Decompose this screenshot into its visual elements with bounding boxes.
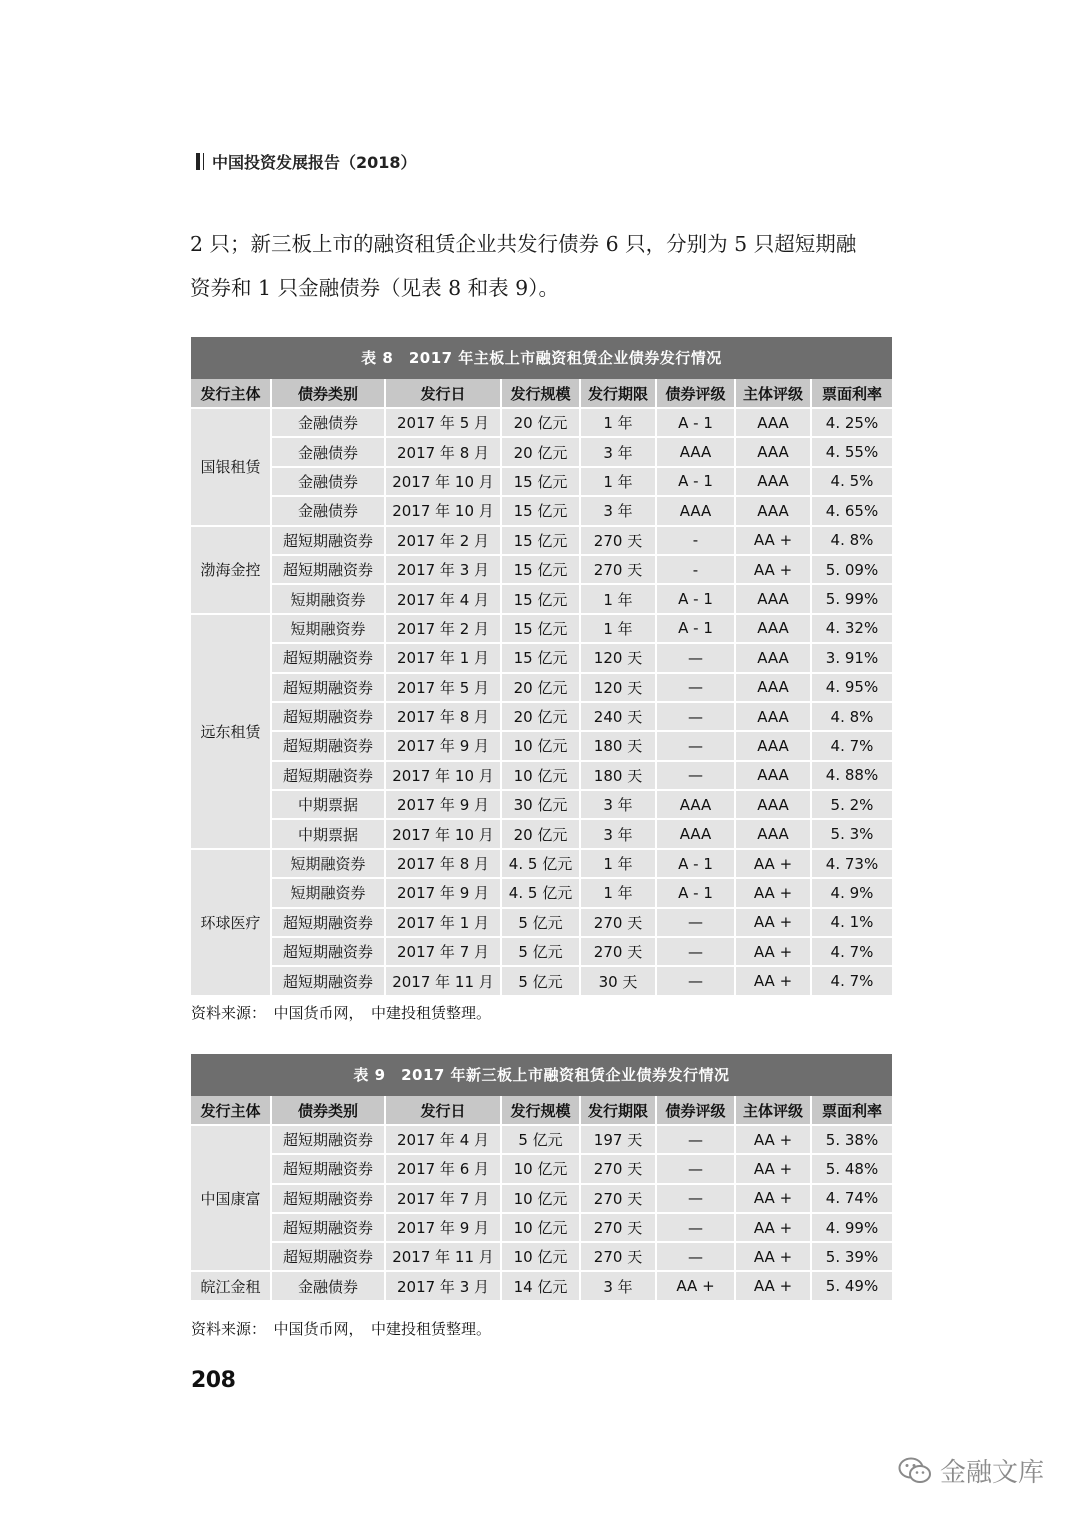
table-row (191, 497, 892, 526)
table-cell: 270 天 (581, 1155, 657, 1184)
table-cell: 5. 09% (812, 556, 892, 585)
issuer-cell: 中国康富 (191, 1126, 272, 1272)
table-cell: 2017 年 10 月 (386, 497, 502, 526)
issuer-cell: 远东租赁 (191, 615, 272, 850)
watermark-text: 金融文库 (940, 1458, 1045, 1488)
header-bar-thin (203, 153, 204, 170)
table-cell: A - 1 (657, 585, 736, 614)
table-cell: 4. 9% (812, 879, 892, 908)
table-cell: 3 年 (581, 438, 657, 467)
table-cell: 2017 年 7 月 (386, 938, 502, 967)
table-cell: 4. 65% (812, 497, 892, 526)
table-cell: 197 天 (581, 1126, 657, 1155)
table-cell: 超短期融资券 (272, 732, 386, 761)
table-cell: 5. 99% (812, 585, 892, 614)
table-cell: 20 亿元 (502, 438, 581, 467)
table-cell: 超短期融资券 (272, 674, 386, 703)
table-row (191, 1185, 892, 1214)
table-cell: 1 年 (581, 615, 657, 644)
table-cell: 2017 年 9 月 (386, 732, 502, 761)
table-cell: 2017 年 7 月 (386, 1185, 502, 1214)
table-cell: 5 亿元 (502, 938, 581, 967)
table-cell: 1 年 (581, 879, 657, 908)
table-cell: 2017 年 9 月 (386, 879, 502, 908)
table-row (191, 615, 892, 644)
table-cell: AAA (736, 762, 812, 791)
table-cell: 20 亿元 (502, 703, 581, 732)
table-cell: 短期融资券 (272, 850, 386, 879)
table-8-source: 资料来源： 中国货币网， 中建投租赁整理。 (191, 1004, 492, 1022)
table-cell: 10 亿元 (502, 1243, 581, 1272)
column-header: 发行主体 (191, 1096, 272, 1126)
table-cell: 2017 年 10 月 (386, 820, 502, 849)
table-cell: 270 天 (581, 556, 657, 585)
table-row (191, 409, 892, 438)
table-cell: AA + (736, 527, 812, 556)
table-cell: 3 年 (581, 1272, 657, 1301)
table-cell: A - 1 (657, 409, 736, 438)
page-number: 208 (191, 1368, 236, 1393)
table-row (191, 820, 892, 849)
table-cell: 1 年 (581, 585, 657, 614)
table-cell: AA + (736, 967, 812, 996)
table-cell: 4. 7% (812, 732, 892, 761)
table-cell: 超短期融资券 (272, 1214, 386, 1243)
table-cell: — (657, 1155, 736, 1184)
table-row (191, 967, 892, 996)
table-row (191, 674, 892, 703)
table-cell: 10 亿元 (502, 1214, 581, 1243)
table-cell: 4. 32% (812, 615, 892, 644)
table-row (191, 644, 892, 673)
table-row (191, 1126, 892, 1155)
table-cell: 2017 年 1 月 (386, 644, 502, 673)
table-cell: 5. 39% (812, 1243, 892, 1272)
table-cell: 金融债券 (272, 438, 386, 467)
table-cell: 5. 2% (812, 791, 892, 820)
table-cell: AA + (736, 1243, 812, 1272)
table-cell: 3 年 (581, 791, 657, 820)
table-cell: AAA (736, 674, 812, 703)
table-cell: AA + (736, 938, 812, 967)
table-cell: 2017 年 4 月 (386, 585, 502, 614)
table-cell: AAA (736, 585, 812, 614)
table-cell: 15 亿元 (502, 615, 581, 644)
table-cell: 4. 8% (812, 527, 892, 556)
table-cell: 2017 年 11 月 (386, 967, 502, 996)
table-cell: 270 天 (581, 527, 657, 556)
table-cell: 5. 48% (812, 1155, 892, 1184)
table-cell: 4. 73% (812, 850, 892, 879)
table-cell: 1 年 (581, 468, 657, 497)
table-cell: AA + (736, 556, 812, 585)
table-cell: 超短期融资券 (272, 527, 386, 556)
table-cell: 10 亿元 (502, 1185, 581, 1214)
table-9-body (191, 1126, 892, 1302)
table-cell: 3 年 (581, 820, 657, 849)
table-cell: A - 1 (657, 468, 736, 497)
column-header: 债券类别 (272, 1096, 386, 1126)
table-row (191, 762, 892, 791)
intro-line-1: 2 只；新三板上市的融资租赁企业共发行债券 6 只，分别为 5 只超短期融 (190, 232, 857, 256)
table-cell: 超短期融资券 (272, 1126, 386, 1155)
table-cell: — (657, 1243, 736, 1272)
table-cell: 20 亿元 (502, 409, 581, 438)
table-cell: 4. 55% (812, 438, 892, 467)
table-cell: 2017 年 2 月 (386, 615, 502, 644)
table-cell: — (657, 644, 736, 673)
table-cell: 10 亿元 (502, 732, 581, 761)
table-9-caption: 表 9 2017 年新三板上市融资租赁企业债券发行情况 (191, 1054, 892, 1096)
table-cell: 4. 8% (812, 703, 892, 732)
table-cell: — (657, 967, 736, 996)
table-cell: 5 亿元 (502, 909, 581, 938)
table-cell: — (657, 703, 736, 732)
column-header: 发行主体 (191, 379, 272, 409)
table-cell: 短期融资券 (272, 585, 386, 614)
table-row (191, 909, 892, 938)
table-cell: 超短期融资券 (272, 909, 386, 938)
table-cell: AAA (736, 644, 812, 673)
table-cell: 超短期融资券 (272, 1155, 386, 1184)
table-cell: 20 亿元 (502, 820, 581, 849)
table-cell: 中期票据 (272, 820, 386, 849)
column-header: 发行日 (386, 379, 502, 409)
table-cell: 3 年 (581, 497, 657, 526)
table-cell: 超短期融资券 (272, 1185, 386, 1214)
table-cell: 2017 年 11 月 (386, 1243, 502, 1272)
table-row (191, 1243, 892, 1272)
table-cell: 超短期融资券 (272, 967, 386, 996)
issuer-cell: 渤海金控 (191, 527, 272, 615)
column-header: 发行规模 (502, 379, 581, 409)
column-header: 票面利率 (812, 379, 892, 409)
table-cell: 4. 7% (812, 967, 892, 996)
table-cell: — (657, 909, 736, 938)
table-9-header-row (191, 1096, 892, 1126)
table-cell: 240 天 (581, 703, 657, 732)
table-cell: 2017 年 6 月 (386, 1155, 502, 1184)
table-cell: 4. 7% (812, 938, 892, 967)
table-cell: 金融债券 (272, 409, 386, 438)
table-cell: 270 天 (581, 1185, 657, 1214)
table-cell: 金融债券 (272, 497, 386, 526)
table-cell: 4. 1% (812, 909, 892, 938)
table-cell: — (657, 674, 736, 703)
table-cell: AAA (736, 791, 812, 820)
table-cell: 4. 74% (812, 1185, 892, 1214)
table-8 (191, 337, 892, 997)
table-cell: 15 亿元 (502, 468, 581, 497)
table-cell: — (657, 1185, 736, 1214)
table-cell: 超短期融资券 (272, 556, 386, 585)
table-cell: 1 年 (581, 850, 657, 879)
table-cell: 2017 年 8 月 (386, 850, 502, 879)
table-cell: 短期融资券 (272, 615, 386, 644)
table-cell: 2017 年 10 月 (386, 762, 502, 791)
table-cell: 10 亿元 (502, 762, 581, 791)
column-header: 债券评级 (657, 379, 736, 409)
table-row (191, 791, 892, 820)
table-cell: 270 天 (581, 1214, 657, 1243)
table-cell: 120 天 (581, 644, 657, 673)
table-cell: AAA (657, 791, 736, 820)
intro-paragraph (190, 222, 900, 310)
table-row (191, 1155, 892, 1184)
table-cell: AAA (736, 438, 812, 467)
table-cell: 超短期融资券 (272, 1243, 386, 1272)
table-cell: 2017 年 8 月 (386, 438, 502, 467)
table-cell: 15 亿元 (502, 497, 581, 526)
table-row (191, 850, 892, 879)
table-cell: 5. 3% (812, 820, 892, 849)
table-cell: AAA (736, 409, 812, 438)
table-8-caption: 表 8 2017 年主板上市融资租赁企业债券发行情况 (191, 337, 892, 379)
table-cell: 4. 5% (812, 468, 892, 497)
table-cell: 2017 年 8 月 (386, 703, 502, 732)
table-8-body (191, 409, 892, 997)
intro-line-2: 资券和 1 只金融债券（见表 8 和表 9）。 (190, 276, 559, 300)
table-row (191, 938, 892, 967)
column-header: 主体评级 (736, 1096, 812, 1126)
table-cell: 2017 年 5 月 (386, 409, 502, 438)
table-cell: — (657, 732, 736, 761)
column-header: 发行规模 (502, 1096, 581, 1126)
table-cell: 4. 99% (812, 1214, 892, 1243)
column-header: 债券评级 (657, 1096, 736, 1126)
issuer-cell: 国银租赁 (191, 409, 272, 527)
table-cell: 超短期融资券 (272, 644, 386, 673)
table-cell: AAA (657, 497, 736, 526)
table-cell: AA + (736, 1185, 812, 1214)
table-row (191, 438, 892, 467)
table-cell: 2017 年 2 月 (386, 527, 502, 556)
table-cell: 120 天 (581, 674, 657, 703)
table-cell: 15 亿元 (502, 556, 581, 585)
table-cell: 10 亿元 (502, 1155, 581, 1184)
table-row (191, 1272, 892, 1301)
table-cell: 金融债券 (272, 468, 386, 497)
table-cell: 2017 年 1 月 (386, 909, 502, 938)
table-cell: 180 天 (581, 762, 657, 791)
table-cell: 4. 5 亿元 (502, 850, 581, 879)
table-cell: AAA (736, 820, 812, 849)
table-8-header-row (191, 379, 892, 409)
table-cell: AAA (736, 468, 812, 497)
column-header: 发行期限 (581, 379, 657, 409)
column-header: 主体评级 (736, 379, 812, 409)
table-row (191, 879, 892, 908)
table-cell: — (657, 762, 736, 791)
table-cell: AA + (736, 1214, 812, 1243)
table-cell: 超短期融资券 (272, 703, 386, 732)
table-row (191, 732, 892, 761)
table-cell: AAA (657, 820, 736, 849)
table-cell: 2017 年 10 月 (386, 468, 502, 497)
table-cell: A - 1 (657, 615, 736, 644)
table-row (191, 703, 892, 732)
wechat-icon (898, 1456, 932, 1486)
table-9 (191, 1054, 892, 1302)
table-cell: 5. 49% (812, 1272, 892, 1301)
column-header: 票面利率 (812, 1096, 892, 1126)
issuer-cell: 皖江金租 (191, 1272, 272, 1301)
table-cell: — (657, 1214, 736, 1243)
table-row (191, 585, 892, 614)
table-cell: 180 天 (581, 732, 657, 761)
table-row (191, 1214, 892, 1243)
table-row (191, 527, 892, 556)
table-cell: 2017 年 9 月 (386, 1214, 502, 1243)
table-cell: 4. 88% (812, 762, 892, 791)
table-cell: 14 亿元 (502, 1272, 581, 1301)
table-cell: AA + (736, 909, 812, 938)
table-cell: 2017 年 3 月 (386, 556, 502, 585)
table-cell: 2017 年 4 月 (386, 1126, 502, 1155)
header-bar-mark (196, 153, 200, 170)
table-cell: AAA (736, 615, 812, 644)
table-row (191, 556, 892, 585)
issuer-cell: 环球医疗 (191, 850, 272, 997)
table-cell: 2017 年 3 月 (386, 1272, 502, 1301)
column-header: 发行期限 (581, 1096, 657, 1126)
table-cell: 4. 25% (812, 409, 892, 438)
table-cell: 270 天 (581, 1243, 657, 1272)
table-cell: 30 天 (581, 967, 657, 996)
table-cell: — (657, 1126, 736, 1155)
table-cell: 5 亿元 (502, 967, 581, 996)
table-cell: 短期融资券 (272, 879, 386, 908)
table-cell: 超短期融资券 (272, 762, 386, 791)
table-cell: 金融债券 (272, 1272, 386, 1301)
table-cell: - (657, 556, 736, 585)
table-cell: 5. 38% (812, 1126, 892, 1155)
table-cell: AA + (736, 879, 812, 908)
table-cell: 15 亿元 (502, 527, 581, 556)
table-cell: 270 天 (581, 938, 657, 967)
table-cell: 4. 95% (812, 674, 892, 703)
table-cell: 3. 91% (812, 644, 892, 673)
table-cell: AA + (736, 1155, 812, 1184)
table-cell: 2017 年 5 月 (386, 674, 502, 703)
table-cell: 2017 年 9 月 (386, 791, 502, 820)
watermark (898, 1452, 1044, 1489)
table-cell: 5 亿元 (502, 1126, 581, 1155)
table-cell: 270 天 (581, 909, 657, 938)
table-cell: AAA (657, 438, 736, 467)
table-cell: AAA (736, 497, 812, 526)
table-cell: 15 亿元 (502, 585, 581, 614)
table-9-source: 资料来源： 中国货币网， 中建投租赁整理。 (191, 1320, 492, 1338)
table-cell: 中期票据 (272, 791, 386, 820)
table-row (191, 468, 892, 497)
table-cell: - (657, 527, 736, 556)
table-cell: 15 亿元 (502, 644, 581, 673)
running-header (196, 150, 417, 173)
table-cell: AA + (736, 1272, 812, 1301)
column-header: 债券类别 (272, 379, 386, 409)
table-cell: AA + (736, 1126, 812, 1155)
table-cell: A - 1 (657, 879, 736, 908)
header-title: 中国投资发展报告（2018） (212, 153, 417, 172)
table-cell: 1 年 (581, 409, 657, 438)
table-cell: — (657, 938, 736, 967)
table-cell: 30 亿元 (502, 791, 581, 820)
table-cell: A - 1 (657, 850, 736, 879)
table-cell: 超短期融资券 (272, 938, 386, 967)
table-cell: AAA (736, 703, 812, 732)
table-cell: 20 亿元 (502, 674, 581, 703)
column-header: 发行日 (386, 1096, 502, 1126)
table-cell: 4. 5 亿元 (502, 879, 581, 908)
table-cell: AA + (657, 1272, 736, 1301)
table-cell: AAA (736, 732, 812, 761)
table-cell: AA + (736, 850, 812, 879)
